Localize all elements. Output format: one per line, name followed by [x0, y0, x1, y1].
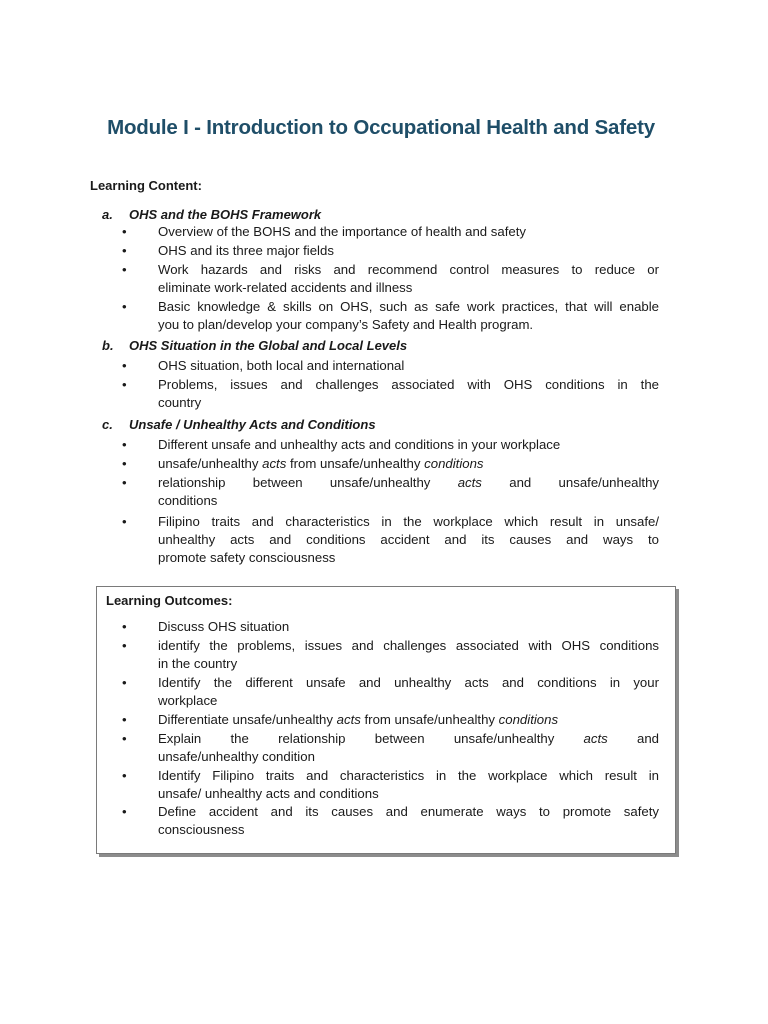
- bullet-icon: •: [122, 638, 127, 653]
- section-title: OHS and the BOHS Framework: [129, 207, 322, 222]
- list-item: [122, 357, 659, 375]
- list-item-text: OHS and its three major fields: [158, 243, 334, 258]
- list-item-text: in the country: [158, 656, 238, 671]
- list-item-text: [158, 711, 659, 729]
- bullet-icon: •: [122, 437, 127, 452]
- learning-outcomes-heading: Learning Outcomes:: [106, 593, 233, 608]
- list-item-text: unsafe/ unhealthy acts and conditions: [158, 786, 379, 801]
- text-run: unsafe/unhealthy: [158, 456, 263, 471]
- bullet-icon: •: [122, 768, 127, 783]
- bullet-icon: •: [122, 731, 127, 746]
- list-item: [122, 376, 659, 412]
- page-title: Module I - Introduction to Occupational Health and Safety: [107, 116, 655, 139]
- list-item-text: Work hazards and risks and recommend control measures to reduce or: [158, 262, 659, 277]
- list-item: [122, 637, 659, 673]
- bullet-icon: •: [122, 712, 127, 727]
- list-item-text: unsafe/unhealthy condition: [158, 749, 315, 764]
- list-item-text: promote safety consciousness: [158, 550, 336, 565]
- text-run: relationship between unsafe/unhealthy: [158, 475, 458, 490]
- section-a-heading: [102, 207, 662, 222]
- bullet-icon: •: [122, 675, 127, 690]
- list-item: [122, 767, 659, 803]
- section-c-heading: [102, 417, 662, 432]
- bullet-icon: •: [122, 224, 127, 239]
- list-item-text: conditions: [158, 493, 218, 508]
- section-letter: c.: [102, 417, 113, 432]
- list-item-text: you to plan/develop your company’s Safety and Health program.: [158, 317, 534, 332]
- list-item-text: eliminate work-related accidents and illness: [158, 280, 413, 295]
- list-item: [122, 455, 659, 473]
- section-title: OHS Situation in the Global and Local Levels: [129, 338, 408, 353]
- emphasis-conditions: conditions: [424, 456, 484, 471]
- text-run: Differentiate unsafe/unhealthy: [158, 712, 337, 727]
- list-item-text: identify the problems, issues and challenges associated with OHS conditions: [158, 638, 659, 653]
- list-item-text: consciousness: [158, 822, 245, 837]
- emphasis-acts: acts: [336, 712, 361, 727]
- emphasis-acts: acts: [583, 731, 608, 746]
- list-item: [122, 711, 659, 729]
- text-run: from unsafe/unhealthy: [360, 712, 499, 727]
- section-letter: b.: [102, 338, 114, 353]
- bullet-icon: •: [122, 475, 127, 490]
- list-item: [122, 223, 659, 241]
- list-item: [122, 618, 659, 636]
- list-item-text: workplace: [158, 693, 218, 708]
- bullet-icon: •: [122, 358, 127, 373]
- section-b-heading: [102, 338, 662, 353]
- list-item-text: Basic knowledge & skills on OHS, such as safe work practices, that will enable: [158, 299, 659, 314]
- emphasis-acts: acts: [262, 456, 287, 471]
- emphasis-conditions: conditions: [498, 712, 559, 727]
- list-item-text: Problems, issues and challenges associated with OHS conditions in the: [158, 377, 659, 392]
- list-item-text: country: [158, 395, 202, 410]
- list-item-text: Define accident and its causes and enumerate ways to promote safety: [158, 804, 659, 819]
- list-item-text: Discuss OHS situation: [158, 619, 290, 634]
- list-item-text: Filipino traits and characteristics in the workplace which result in unsafe/: [158, 514, 659, 529]
- section-letter: a.: [102, 207, 113, 222]
- list-item: [122, 242, 659, 260]
- list-item: [122, 513, 659, 567]
- list-item-text: Identify Filipino traits and characteristics in the workplace which result in: [158, 768, 659, 783]
- list-item-text: Overview of the BOHS and the importance of health and safety: [158, 224, 526, 239]
- bullet-icon: •: [122, 299, 127, 314]
- emphasis-acts: acts: [457, 475, 482, 490]
- list-item-text: OHS situation, both local and international: [158, 358, 405, 373]
- text-run: Explain the relationship between unsafe/unhealthy: [158, 731, 584, 746]
- bullet-icon: •: [122, 377, 127, 392]
- bullet-icon: •: [122, 619, 127, 634]
- text-run: from unsafe/unhealthy: [286, 456, 425, 471]
- bullet-icon: •: [122, 514, 127, 529]
- list-item-text: [158, 455, 659, 473]
- list-item: [122, 298, 659, 334]
- list-item: [122, 674, 659, 710]
- list-item-text: [158, 730, 659, 748]
- text-run: and: [636, 731, 659, 746]
- list-item-text: Identify the different unsafe and unhealthy acts and conditions in your: [158, 675, 659, 690]
- list-item-text: unhealthy acts and conditions accident and its causes and ways to: [158, 532, 659, 547]
- list-item: [122, 730, 659, 766]
- list-item-text: [158, 474, 659, 492]
- bullet-icon: •: [122, 804, 127, 819]
- section-title: Unsafe / Unhealthy Acts and Conditions: [129, 417, 376, 432]
- bullet-icon: •: [122, 456, 127, 471]
- list-item: [122, 803, 659, 839]
- list-item-text: Different unsafe and unhealthy acts and conditions in your workplace: [158, 437, 561, 452]
- list-item: [122, 261, 659, 297]
- list-item: [122, 474, 659, 510]
- list-item: [122, 436, 659, 454]
- bullet-icon: •: [122, 262, 127, 277]
- text-run: and unsafe/unhealthy: [509, 475, 660, 490]
- learning-content-heading: Learning Content:: [90, 178, 202, 193]
- bullet-icon: •: [122, 243, 127, 258]
